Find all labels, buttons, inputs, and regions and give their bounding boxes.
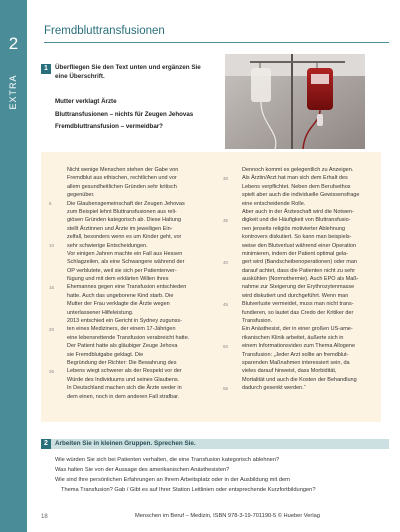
article-line: sie Fremdblutgabe geklagt. Die <box>67 351 144 358</box>
article-line: dadurch gesenkt werden.“ <box>242 385 306 392</box>
article-line: Als Ärztin/Arzt hat man sich dem Erhalt des <box>242 175 348 182</box>
article-line: einem Informationsvideo zum Thema Allogene <box>242 343 356 350</box>
heading-options <box>55 96 225 134</box>
article-line: gert wird (Bandscheibenoperationen) oder man <box>242 259 357 266</box>
line-number: 35 <box>223 218 229 223</box>
article-line: giösen Gründen kategorisch ab. Diese Haltung <box>67 217 182 224</box>
line-number: 55 <box>223 386 229 391</box>
article-line: Ehemannes gegen eine Transfusion entschieden <box>67 284 187 291</box>
page-title: Fremdbluttransfusionen <box>44 25 165 37</box>
article-line: Schlagzeilen, als eine Schwangere während der <box>67 259 185 266</box>
task-2-number: 2 <box>41 439 51 449</box>
article-line: vieles darauf hinweist, dass Morbidität, <box>242 368 337 375</box>
heading-option: Fremdbluttransfusion – vermeidbar? <box>55 123 163 130</box>
article-line: fundieren, so lautet das Credo der Kritiker der <box>242 309 354 316</box>
heading-option: Mutter verklagt Ärzte <box>55 98 117 105</box>
article-line: Die Glaubensgemeinschaft der Zeugen Jehovas <box>67 200 185 207</box>
task-1-instruction: Überfliegen Sie den Text unten und ergänzen Sie eine Überschrift. <box>55 64 201 80</box>
article-column-right <box>242 166 377 393</box>
article-line: allem gesundheitlichen Gründen sehr kritisch <box>67 183 177 190</box>
article-line: Ein Anästhesist, der in einer großen US-ame- <box>242 326 353 333</box>
article-line: Nicht wenige Menschen stehen der Gabe von <box>67 167 179 173</box>
article-line: Mortalität und auch die Kosten der Behandlung <box>242 376 357 383</box>
article-line: 2013 entschied ein Gericht in Sydney zugunss- <box>67 318 182 325</box>
article-line: Transfusion. <box>242 318 273 325</box>
article-line: Vor einigen Jahren machte ein Fall aus Hessen <box>67 250 183 257</box>
article-line: Begründung der Richter: Die Bewahrung des <box>67 359 177 366</box>
line-number: 10 <box>49 243 55 248</box>
article-line: ten eines Mediziners, der einem 17-Jährigen <box>67 326 176 333</box>
article-line: unterlassener Hilfeleistung. <box>67 309 134 316</box>
article-line: hatte. Auch das ungeborene Kind starb. Die <box>67 292 174 299</box>
article-line: digkeit und die Häufigkeit von Bluttransfusio- <box>242 217 351 224</box>
article-line: sparenden Maßnahmen interessiert sein, da <box>242 359 350 366</box>
discussion-question: Thema Transfusion? Gab / Gibt es auf Ihrer Station Leitlinien oder entsprechende Kurzfortbildungen? <box>61 487 316 493</box>
article-line: Lebens verpflichtet. Neben dem Berufsethos <box>242 183 351 190</box>
article-text-box <box>41 152 381 422</box>
iv-infusion-photo <box>225 54 365 149</box>
article-line: gegenüber. <box>67 192 95 199</box>
article-line: kontrovers diskutiert. So kann man beispiels- <box>242 234 352 241</box>
article-line: sehr schwierige Entscheidungen. <box>67 242 148 249</box>
article-line: zum Beispiel lehnt Bluttransfusionen aus reli- <box>67 208 177 215</box>
article-column-left <box>67 166 217 401</box>
article-line: OP verblutete, weil sie sich per Patientenver- <box>67 267 177 274</box>
article-line: Aber auch in der Ärzteschaft wird die Notwen- <box>242 208 354 215</box>
discussion-question: Was halten Sie von der Aussage des amerikanischen Anästhesisten? <box>55 467 230 473</box>
article-line: weise den Blutverlust während einer Operation <box>242 242 357 249</box>
line-number: 5 <box>49 201 52 206</box>
line-number: 50 <box>223 344 229 349</box>
line-number: 45 <box>223 302 229 307</box>
article-line: Fremdblut aus ethischen, rechtlichen und vor <box>67 175 177 182</box>
article-line: In Deutschland machen sich die Ärzte weder in <box>67 385 182 392</box>
task-2-title: Arbeiten Sie in kleinen Gruppen. Sprechen Sie. <box>55 440 196 447</box>
line-number: 30 <box>223 176 229 181</box>
chapter-number: 2 <box>8 34 19 53</box>
line-number: 40 <box>223 260 229 265</box>
article-line: nen jenseits religiös motivierter Ablehnung <box>242 225 346 232</box>
article-line: nahme zur Steigerung der Erythrozytenmasse <box>242 284 355 291</box>
article-line: auskühlen (Normothermie). Auch EPO als Maß- <box>242 276 359 283</box>
article-line: Der Patient hatte als gläubiger Zeuge Jehova <box>67 343 178 350</box>
title-divider <box>44 42 389 43</box>
line-number: 20 <box>49 327 55 332</box>
article-line: zelfall, besonders wenn es um Kinder geht, vor <box>67 234 182 241</box>
article-line: spielt aber auch die individuelle Gewissensfrage <box>242 192 360 199</box>
article-line: eine lebensrettende Transfusion verabreicht hatte. <box>67 334 190 341</box>
article-line: rikanischen Klinik arbeitet, äußerte sich in <box>242 334 344 341</box>
discussion-question: Wie sind Ihre persönlichen Erfahrungen an Ihrem Arbeitsplatz oder in der Ausbildung mit dem <box>55 477 290 483</box>
discussion-question: Wie würden Sie sich bei Patienten verhalten, die eine Transfusion kategorisch ablehnen? <box>55 457 280 463</box>
article-line: stellt Ärztinnen und Ärzte im jeweiligen Ein- <box>67 225 173 232</box>
article-line: Lebens wiegt schwerer als der Respekt vor der <box>67 368 182 375</box>
article-line: Transfusion: „Jeder Arzt sollte an fremdblut- <box>242 351 349 358</box>
task-1-number: 1 <box>41 64 51 74</box>
extra-sidebar <box>0 0 27 532</box>
footer-credit: Menschen im Beruf – Medizin, ISBN 978-3-19-701190-5 © Hueber Verlag <box>135 513 320 519</box>
article-line: wird diskutiert und durchgeführt. Wenn man <box>242 292 349 299</box>
article-line: Würde des Individuums und seines Glaubens. <box>67 376 180 383</box>
article-line: eine entscheidende Rolle. <box>242 200 306 207</box>
line-number: 25 <box>49 369 55 374</box>
article-line: Mutter der Frau verklagte die Ärzte wegen <box>67 301 170 308</box>
article-line: darauf achtet, dass die Patienten nicht zu sehr <box>242 267 356 274</box>
article-line: dem einen, noch in dem anderen Fall strafbar. <box>67 393 180 400</box>
heading-option: Bluttransfusionen – nichts für Zeugen Jehovas <box>55 110 194 118</box>
page-number: 18 <box>41 514 48 520</box>
article-line: Blutverluste vermeidet, muss man nicht trans- <box>242 301 354 308</box>
extra-label: EXTRA <box>8 74 18 110</box>
line-number: 15 <box>49 285 55 290</box>
article-line: Dennoch kommt es gelegentlich zu Anzeigen. <box>242 167 354 173</box>
article-line: minimieren, indem der Patient optimal gela- <box>242 250 349 257</box>
article-line: fügung und mit dem erklärten Willen ihres <box>67 276 169 283</box>
